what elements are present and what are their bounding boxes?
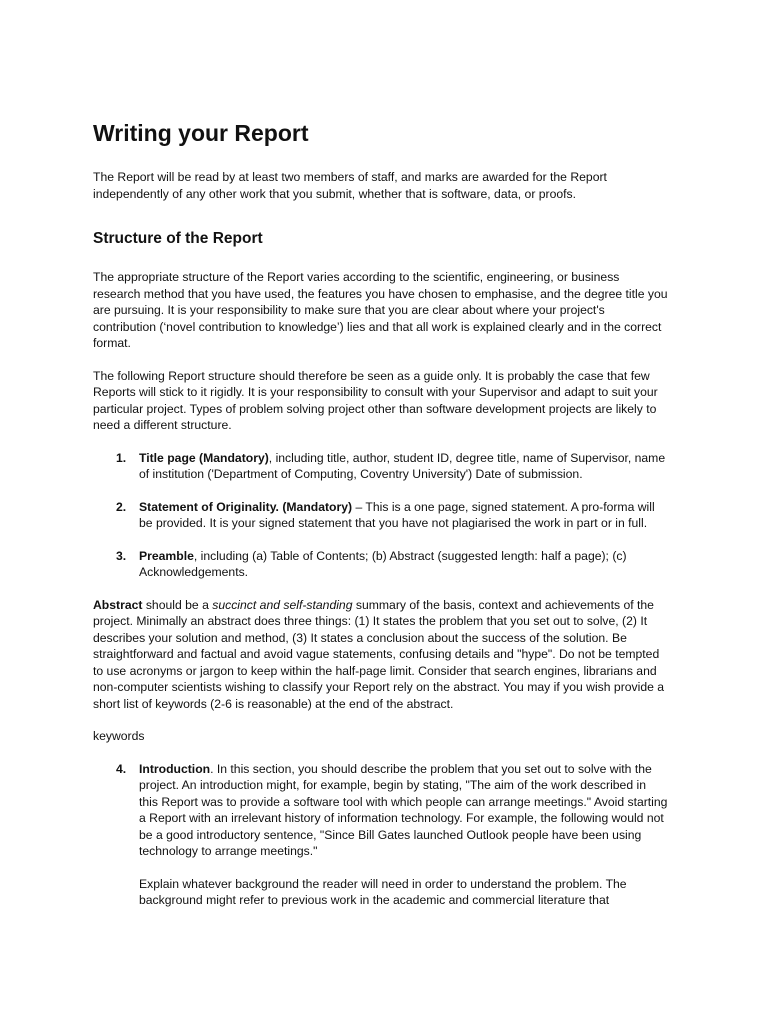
list-item-subparagraph: Explain whatever background the reader will need in order to understand the problem. The background might refer to previous work in the academic and commercial literature that [139, 876, 627, 907]
structure-list-part-2 [93, 761, 668, 909]
list-item-number: 4. [116, 761, 127, 776]
abstract-emphasis: succinct and self-standing [212, 597, 353, 612]
abstract-lead: should be a [142, 597, 213, 612]
keywords-label: keywords [93, 729, 145, 743]
list-item-title: Title page (Mandatory) [139, 450, 269, 465]
page-title: Writing your Report [93, 120, 309, 146]
abstract-term: Abstract [93, 597, 143, 612]
list-item-number: 1. [116, 450, 127, 465]
list-item-title: Preamble [139, 548, 194, 563]
list-item [93, 499, 668, 532]
list-item-text: . In this section, you should describe the problem that you set out to solve with the project. An introduction might, for example, begin by stating, "The aim of the work described in this Report was to provide a software tool with which people can arrange meetings." Avoid starting a Report with an irrelevant history of information technology. For example, the following would not be a good introductory sentence, "Since Bill Gates launched Outlook people have been using technology to arrange meetings." [139, 761, 668, 858]
list-item-number: 2. [116, 499, 127, 514]
abstract-paragraph [93, 597, 668, 713]
structure-paragraph-1: The appropriate structure of the Report varies according to the scientific, engineering, or business research method that you have used, the features you have chosen to emphasise, and the degree title you are pursuing. It is your responsibility to make sure that you are clear about where your project's contribution (‘novel contribution to knowledge’) lies and that all work is explained clearly and in the correct format. [93, 270, 668, 350]
list-item-title: Statement of Originality. (Mandatory) [139, 499, 353, 514]
abstract-text: summary of the basis, context and achievements of the project. Minimally an abstract does three things: (1) It states the problem that you set out to solve, (2) It describes your solution and method, (3) It states a conclusion about the success of the solution. Be straightforward and factual and avoid vague statements, confusing details and "hype". Do not be tempted to use acronyms or jargon to keep within the half-page limit. Consider that search engines, librarians and non-computer scientists wishing to classify your Report rely on the abstract. You may if you wish provide a short list of keywords (2-6 is reasonable) at the end of the abstract. [93, 597, 665, 711]
list-item [93, 548, 668, 581]
list-item-text: , including (a) Table of Contents; (b) Abstract (suggested length: half a page); (c) Acknowledgements. [139, 548, 627, 579]
structure-list-part-1 [93, 450, 668, 581]
list-item-number: 3. [116, 548, 127, 563]
list-item-title: Introduction [139, 761, 211, 776]
intro-paragraph: The Report will be read by at least two members of staff, and marks are awarded for the Report independently of any other work that you submit, whether that is software, data, or proofs. [93, 170, 607, 201]
list-item-text: , including title, author, student ID, degree title, name of Supervisor, name of institution ('Department of Computing, Coventry University') Date of submission. [139, 450, 666, 481]
section-heading-structure: Structure of the Report [93, 230, 263, 247]
list-item [93, 761, 668, 909]
list-item [93, 450, 668, 483]
structure-paragraph-2: The following Report structure should therefore be seen as a guide only. It is probably the case that few Reports will stick to it rigidly. It is your responsibility to consult with your Supervisor and adapt to suit your particular project. Types of problem solving project other than software development projects are likely to need a different structure. [93, 368, 658, 432]
list-item-text: – This is a one page, signed statement. A pro-forma will be provided. It is your signed statement that you have not plagiarised the work in part or in full. [139, 499, 655, 530]
